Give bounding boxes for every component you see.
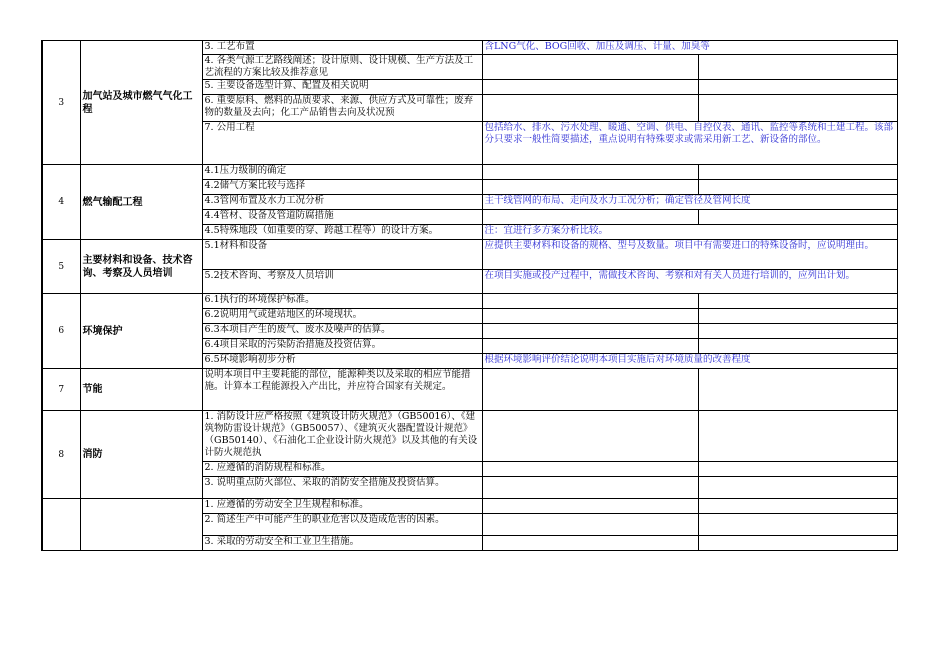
empty-cell [482,324,698,339]
empty-cell [482,536,698,551]
item-cell: 3. 说明重点防火部位、采取的消防安全措施及投资估算。 [202,477,482,499]
empty-cell [482,309,698,324]
empty-cell [482,411,698,462]
empty-cell [698,180,897,195]
item-cell: 5.1材料和设备 [202,240,482,270]
empty-cell [698,477,897,499]
empty-cell [482,80,698,95]
empty-cell [698,369,897,411]
section-number: 4 [42,165,80,240]
section-number: 5 [42,240,80,294]
empty-cell [698,536,897,551]
empty-cell [482,339,698,354]
section-title [80,499,202,551]
empty-cell [698,514,897,536]
table-row [42,240,897,270]
empty-cell [698,411,897,462]
empty-cell [482,369,698,411]
empty-cell [698,80,897,95]
item-cell: 6.2说明用气或建站地区的环境现状。 [202,309,482,324]
section-title: 加气站及城市燃气气化工程 [80,41,202,165]
section-number [42,499,80,551]
item-cell: 1. 应遵循的劳动安全卫生规程和标准。 [202,499,482,514]
item-cell: 6.5环境影响初步分析 [202,354,482,369]
item-cell: 4.1压力级制的确定 [202,165,482,180]
item-cell: 3. 采取的劳动安全和工业卫生措施。 [202,536,482,551]
table-row [42,411,897,462]
empty-cell [698,95,897,122]
item-cell: 7. 公用工程 [202,122,482,165]
item-cell: 5.2技术咨询、考察及人员培训 [202,270,482,294]
item-cell: 4. 各类气源工艺路线阐述；设计原则、设计规模、生产方法及工艺流程的方案比较及推荐意见 [202,55,482,80]
note-cell: 含LNG气化、BOG回收、加压及调压、计量、加臭等 [482,41,897,55]
empty-cell [698,309,897,324]
section-title: 消防 [80,411,202,499]
note-cell: 应提供主要材料和设备的规格、型号及数量。项目中有需要进口的特殊设备时，应说明理由。 [482,240,897,270]
note-cell: 在项目实施或投产过程中，需做技术咨询、考察和对有关人员进行培训的，应列出计划。 [482,270,897,294]
empty-cell [482,514,698,536]
item-cell: 1. 消防设计应严格按照《建筑设计防火规范》（GB50016）、《建筑物防雷设计规范》（GB50057）、《建筑灭火器配置设计规范》（GB50140）、《石油化工企业设计防火规范》以及其他的有关设计防火规范执 [202,411,482,462]
item-cell: 4.4管材、设备及管道防腐措施 [202,210,482,225]
section-number: 6 [42,294,80,369]
empty-cell [698,499,897,514]
item-cell: 6.1执行的环境保护标准。 [202,294,482,309]
empty-cell [698,55,897,80]
section-title: 燃气输配工程 [80,165,202,240]
empty-cell [482,180,698,195]
empty-cell [482,462,698,477]
item-cell: 4.2储气方案比较与选择 [202,180,482,195]
section-title: 环境保护 [80,294,202,369]
empty-cell [482,95,698,122]
spreadsheet [41,40,896,551]
requirements-table [41,40,898,551]
section-number: 3 [42,41,80,165]
item-cell: 6.4项目采取的污染防治措施及投资估算。 [202,339,482,354]
empty-cell [482,210,698,225]
section-number: 7 [42,369,80,411]
empty-cell [482,477,698,499]
note-cell: 包括给水、排水、污水处理、暖通、空调、供电、自控仪表、通讯、监控等系统和土建工程。该部分只要求一般性简要描述，重点说明有特殊要求或需采用新工艺、新设备的部位。 [482,122,897,165]
table-row [42,294,897,309]
section-number: 8 [42,411,80,499]
section-title: 节能 [80,369,202,411]
empty-cell [482,294,698,309]
table-row [42,499,897,514]
item-cell: 4.5特殊地段（如重要的穿、跨越工程等）的设计方案。 [202,225,482,240]
item-cell: 2. 简述生产中可能产生的职业危害以及造成危害的因素。 [202,514,482,536]
note-cell: 主干线管网的布局、走向及水力工况分析；确定管径及管网长度 [482,195,897,210]
table-row [42,41,897,55]
note-cell: 根据环境影响评价结论说明本项目实施后对环境质量的改善程度 [482,354,897,369]
empty-cell [698,462,897,477]
item-cell: 6.3本项目产生的废气、废水及噪声的估算。 [202,324,482,339]
empty-cell [698,324,897,339]
empty-cell [698,210,897,225]
item-cell: 6. 重要原料、燃料的品质要求、来源、供应方式及可靠性；废弃物的数量及去向；化工产品销售去向及状况预 [202,95,482,122]
table-row [42,369,897,411]
empty-cell [698,165,897,180]
empty-cell [698,294,897,309]
item-cell: 4.3管网布置及水力工况分析 [202,195,482,210]
empty-cell [482,55,698,80]
item-cell: 说明本项目中主要耗能的部位，能源种类以及采取的相应节能措施。计算本工程能源投入产出比，并应符合国家有关规定。 [202,369,482,411]
note-cell: 注：宜进行多方案分析比较。 [482,225,897,240]
section-title: 主要材料和设备、技术咨询、考察及人员培训 [80,240,202,294]
empty-cell [698,339,897,354]
table-row [42,165,897,180]
item-cell: 3. 工艺布置 [202,41,482,55]
empty-cell [482,499,698,514]
item-cell: 2. 应遵循的消防规程和标准。 [202,462,482,477]
empty-cell [482,165,698,180]
item-cell: 5. 主要设备选型计算、配置及相关说明 [202,80,482,95]
